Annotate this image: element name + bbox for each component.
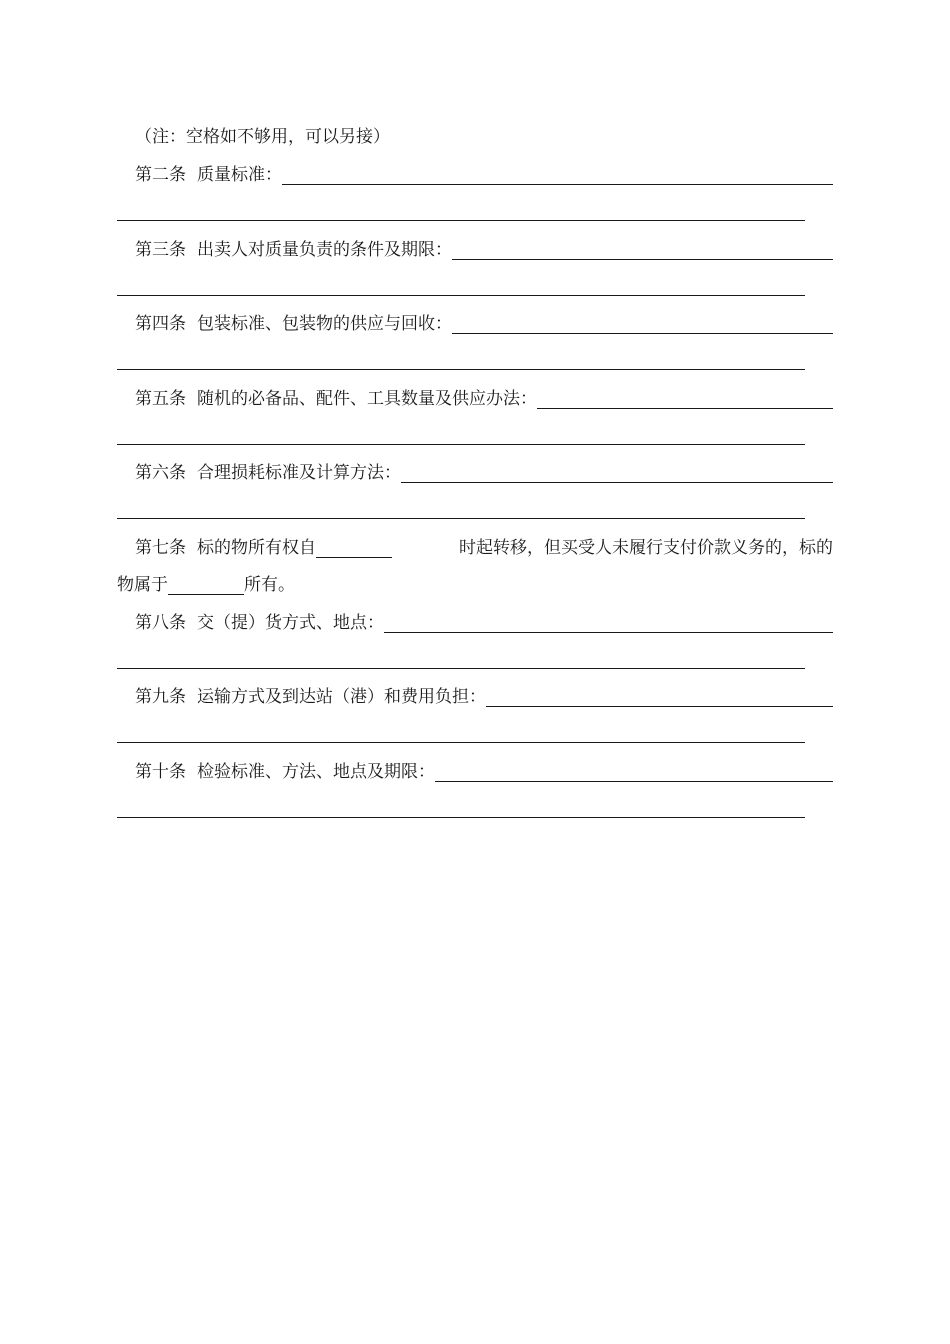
article-text: 物属于 — [117, 575, 168, 595]
fill-in-blank[interactable] — [452, 239, 833, 260]
fill-in-blank[interactable] — [384, 612, 833, 633]
article-9 — [117, 684, 833, 710]
article-number: 第七条 — [135, 538, 186, 558]
continuation-blank-line[interactable] — [117, 518, 805, 519]
article-number: 第六条 — [135, 463, 186, 483]
article-3 — [117, 237, 833, 263]
fill-in-blank[interactable] — [435, 761, 833, 782]
article-5 — [117, 386, 833, 412]
continuation-blank-line[interactable] — [117, 220, 805, 221]
fill-in-blank[interactable] — [537, 388, 833, 409]
fill-in-blank[interactable] — [452, 313, 833, 334]
article-7-line-1 — [117, 535, 833, 561]
article-8 — [117, 610, 833, 636]
article-number: 第九条 — [135, 687, 186, 707]
article-text: 标的物所有权自 — [197, 538, 316, 558]
article-title: 交（提）货方式、地点： — [197, 613, 384, 633]
article-6 — [117, 460, 833, 486]
fill-in-blank[interactable] — [401, 462, 833, 483]
fill-in-blank[interactable] — [282, 164, 833, 185]
article-text: 所有。 — [244, 575, 295, 595]
ownership-time-blank[interactable] — [316, 537, 392, 558]
article-title: 出卖人对质量负责的条件及期限： — [197, 240, 452, 260]
article-2 — [117, 162, 833, 188]
article-4 — [117, 311, 833, 337]
note-text — [135, 124, 390, 150]
article-title: 包装标准、包装物的供应与回收： — [197, 314, 452, 334]
continuation-blank-line[interactable] — [117, 369, 805, 370]
note-label: （注：空格如不够用，可以另接） — [135, 127, 390, 147]
article-number: 第五条 — [135, 389, 186, 409]
article-10 — [117, 759, 833, 785]
fill-in-blank[interactable] — [486, 686, 833, 707]
article-number: 第四条 — [135, 314, 186, 334]
continuation-blank-line[interactable] — [117, 817, 805, 818]
continuation-blank-line[interactable] — [117, 668, 805, 669]
article-title: 质量标准： — [197, 165, 282, 185]
article-7-line-2 — [117, 572, 295, 598]
article-7-lead — [135, 535, 392, 561]
owner-blank[interactable] — [168, 574, 244, 595]
continuation-blank-line[interactable] — [117, 444, 805, 445]
article-title: 随机的必备品、配件、工具数量及供应办法： — [197, 389, 537, 409]
article-title: 检验标准、方法、地点及期限： — [197, 762, 435, 782]
article-number: 第八条 — [135, 613, 186, 633]
article-number: 第三条 — [135, 240, 186, 260]
article-title: 运输方式及到达站（港）和费用负担： — [197, 687, 486, 707]
continuation-blank-line[interactable] — [117, 742, 805, 743]
article-number: 第二条 — [135, 165, 186, 185]
article-number: 第十条 — [135, 762, 186, 782]
article-title: 合理损耗标准及计算方法： — [197, 463, 401, 483]
article-text: 时起转移，但买受人未履行支付价款义务的，标的 — [459, 538, 833, 558]
continuation-blank-line[interactable] — [117, 295, 805, 296]
